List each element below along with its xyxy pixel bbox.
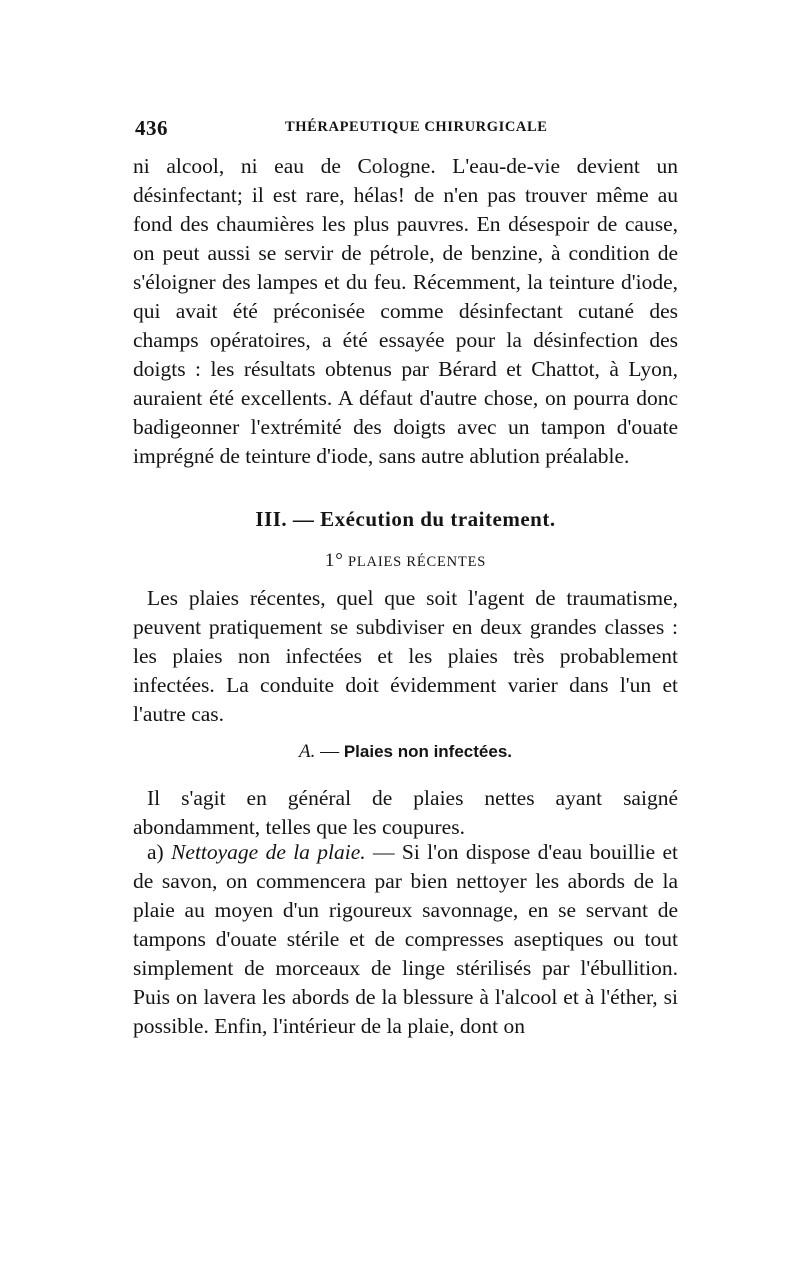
subheading-numeral: 1° [324, 550, 344, 571]
subheading-label: PLAIES RÉCENTES [348, 554, 487, 570]
page-header [135, 116, 685, 140]
page-number: 436 [135, 116, 168, 140]
subsection-heading [133, 741, 678, 763]
paragraph-clean-wounds: Il s'agit en général de plaies nettes ayant saigné abondamment, telles que les coupures. [133, 786, 678, 839]
paragraph-recent-wounds: Les plaies récentes, quel que soit l'agent de traumatisme, peuvent pratiquement se subdiviser en deux grandes classes : les plaies non infectées et les plaies très probablement infectées. La conduite doit évidemment varier dans l'un et l'autre cas. [133, 586, 678, 726]
section-heading: III. — Exécution du traitement. [255, 507, 556, 531]
subsection-letter: A. [298, 741, 316, 762]
subheading-recent-wounds [133, 550, 678, 572]
subsection-title: Plaies non infectées. [343, 742, 513, 761]
italic-title: Nettoyage de la plaie. [171, 840, 366, 864]
paragraph-body: — Si l'on dispose d'eau bouillie et de savon, on commencera par bien nettoyer les abords de la plaie au moyen d'un rigoureux savonnage, en se servant de tampons d'ouate stérile et de compresses aseptiques ou tout simplement de morceaux de linge stérilisés par l'ébullition. Puis on lavera les abords de la blessure à l'alcool et à l'éther, si possible. Enfin, l'intérieur de la plaie, dont on [133, 840, 679, 1038]
subsection-dash: — [320, 741, 340, 762]
running-head: THÉRAPEUTIQUE CHIRURGICALE [285, 119, 548, 135]
paragraph-wound-cleaning [133, 838, 678, 1041]
paragraph-disinfection: ni alcool, ni eau de Cologne. L'eau-de-vie devient un désinfectant; il est rare, hélas! de n'en pas trouver même au fond des chaumières les plus pauvres. En désespoir de cause, on peut aussi se servir de pétrole, de benzine, à condition de s'éloigner des lampes et du feu. Récemment, la teinture d'iode, qui avait été préconisée comme désinfectant cutané des champs opératoires, a été essayée pour la désinfection des doigts : les résultats obtenus par Bérard et Chattot, à Lyon, auraient été excellents. A défaut d'autre chose, on pourra donc badigeonner l'extrémité des doigts avec un tampon d'ouate imprégné de teinture d'iode, sans autre ablution préalable. [133, 154, 678, 468]
list-marker: a) [147, 840, 164, 864]
